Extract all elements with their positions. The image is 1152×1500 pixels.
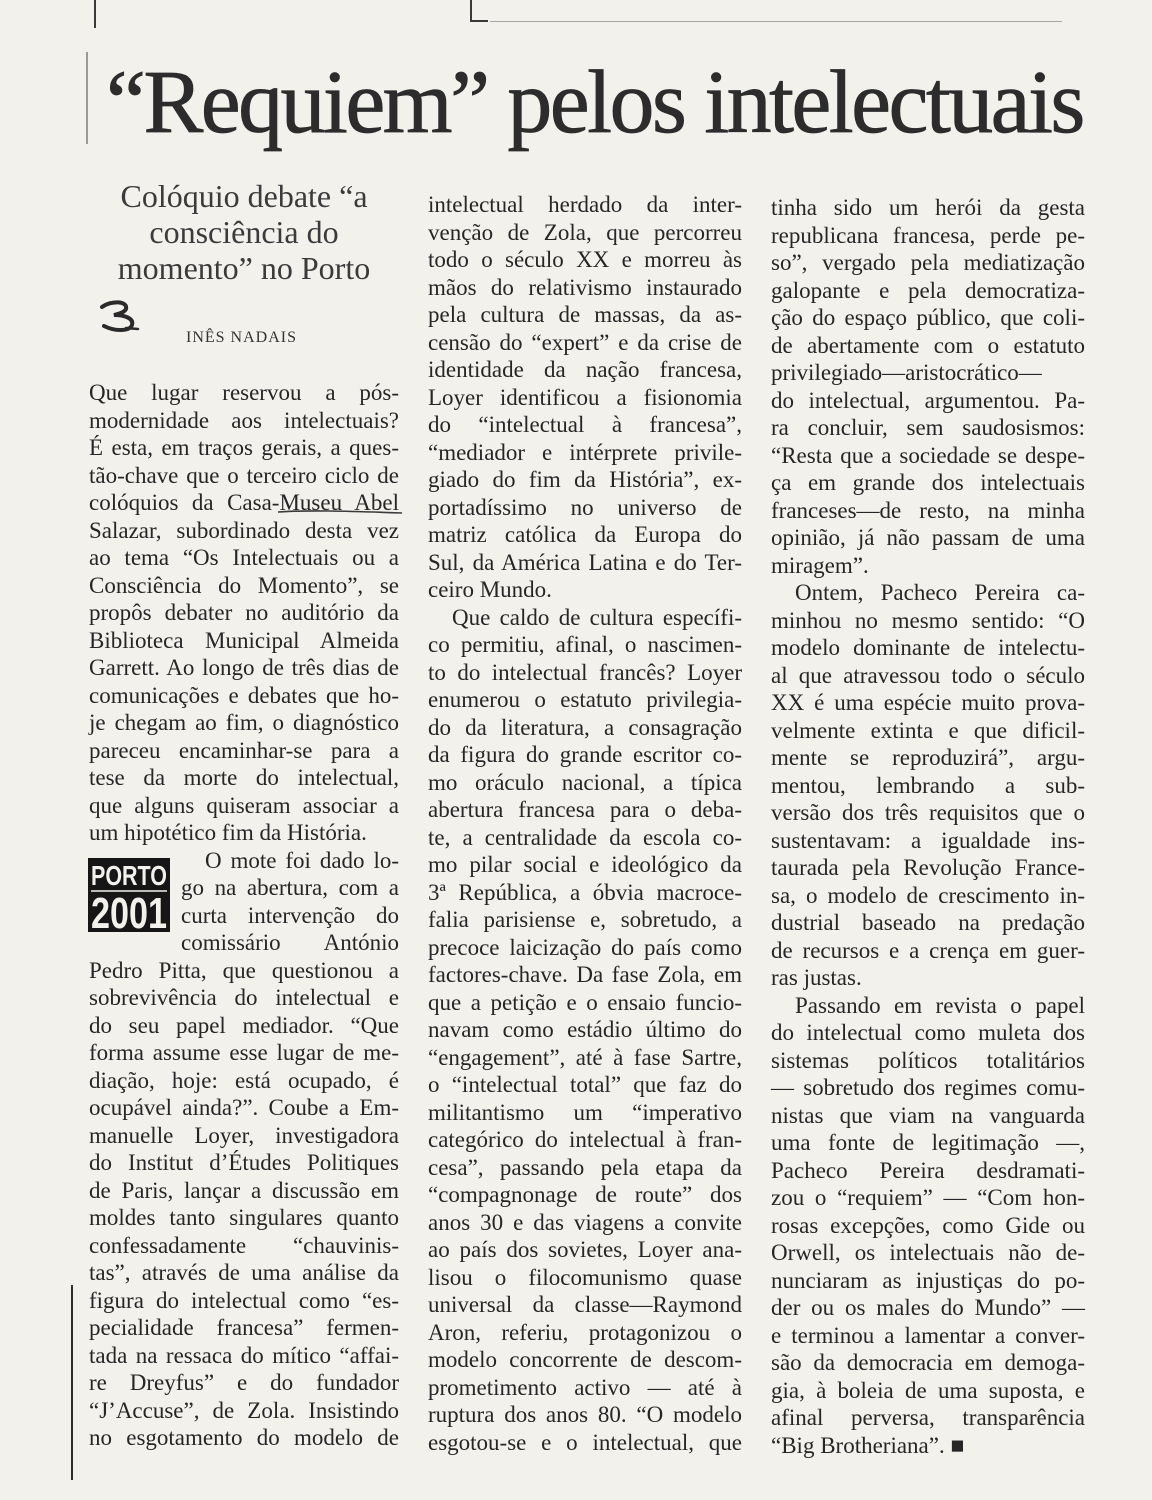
body-line: Biblioteca Municipal Almeida: [89, 627, 399, 653]
body-line: da figura do grande escritor co-: [428, 742, 742, 767]
body-line: pareceu encaminhar-se para a: [89, 737, 399, 763]
paragraph: [428, 191, 742, 604]
scan-top-rule: [490, 21, 1062, 22]
body-line: ao tema “Os Intelectuais ou a: [89, 545, 399, 570]
body-line: go na abertura, com a: [181, 875, 399, 900]
scan-edge-tick: [470, 0, 472, 22]
body-line: de recursos e a crença em guer-: [771, 937, 1085, 963]
body-line: Orwell, os intelectuais não de-: [771, 1240, 1085, 1265]
body-line: do “intelectual à francesa”,: [428, 412, 742, 437]
subheadline-line: Colóquio debate “a: [120, 178, 368, 214]
body-line: cesa”, passando pela etapa da: [428, 1154, 742, 1180]
body-line: curta intervenção do: [181, 902, 399, 928]
body-line: comunicações e debates que ho-: [89, 682, 399, 708]
body-line: Pacheco Pereira desdramati-: [771, 1157, 1085, 1183]
body-line: de Paris, lançar a discussão em: [89, 1177, 399, 1203]
body-line: minhou no mesmo sentido: “O: [771, 607, 1085, 633]
body-line: ção do espaço público, que coli-: [771, 305, 1085, 330]
body-line: do intelectual como muleta dos: [771, 1020, 1085, 1045]
article-column-middle: [428, 191, 742, 1456]
body-line: no esgotamento do modelo de: [89, 1425, 399, 1450]
body-line: so”, vergado pela mediatização: [771, 250, 1085, 275]
body-line: Ontem, Pacheco Pereira ca-: [795, 580, 1085, 605]
body-line: uma fonte de legitimação —,: [771, 1130, 1085, 1155]
body-line: giado do fim da História”, ex-: [428, 467, 742, 492]
body-line: sistemas políticos totalitários: [771, 1047, 1085, 1073]
body-line: navam como estádio último do: [428, 1017, 742, 1042]
scan-edge-tick: [94, 0, 96, 28]
body-line: do da literatura, a consagração: [428, 714, 742, 740]
body-line: esgotou-se e o intelectual, que: [428, 1429, 742, 1455]
headline-left-rule: [86, 52, 88, 144]
body-line: ocupável ainda?”. Coube a Em-: [89, 1095, 399, 1120]
body-line: que alguns quiseram associar a: [89, 792, 399, 818]
subheadline-line: momento” no Porto: [117, 250, 371, 286]
body-line: ça em grande dos intelectuais: [771, 470, 1085, 495]
body-line: moldes tanto singulares quanto: [89, 1205, 399, 1230]
body-line: diação, hoje: está ocupado, é: [89, 1067, 399, 1093]
body-line: O mote foi dado lo-: [205, 847, 399, 873]
body-line: republicana francesa, perde pe-: [771, 222, 1085, 248]
body-line: dustrial baseado na predação: [771, 910, 1085, 935]
body-line: nistas que viam na vanguarda: [771, 1102, 1085, 1128]
paragraph: [771, 579, 1085, 992]
body-line: sa, o modelo de crescimento in-: [771, 882, 1085, 908]
body-line: mo pilar social e ideológico da: [428, 852, 742, 877]
body-line: al que atravessou todo o século: [771, 662, 1085, 688]
body-line: Garrett. Ao longo de três dias de: [89, 655, 399, 680]
body-line: Sul, da América Latina e do Ter-: [428, 549, 742, 575]
body-line: der ou os males do Mundo” —: [771, 1295, 1085, 1320]
body-line: opinião, já não passam de uma: [771, 525, 1085, 550]
body-line: nunciaram as injustiças do po-: [771, 1267, 1085, 1293]
body-line: — sobretudo dos regimes comu-: [771, 1075, 1085, 1100]
body-line: são da democracia em demoga-: [771, 1350, 1085, 1375]
body-line: Que lugar reservou a pós-: [89, 380, 399, 405]
body-line: “Big Brotheriana”. ■: [771, 1432, 965, 1458]
body-line: Pedro Pitta, que questionou a: [89, 957, 399, 983]
body-line: de abertamente com o estatuto: [771, 332, 1085, 358]
body-line: ruptura dos anos 80. “O modelo: [428, 1402, 742, 1427]
body-line: do seu papel mediador. “Que: [89, 1012, 399, 1038]
body-line: te, a centralidade da escola co-: [428, 824, 742, 850]
body-line: franceses—de resto, na minha: [771, 497, 1085, 523]
body-line: “J’Accuse”, de Zola. Insistindo: [89, 1397, 399, 1423]
body-line: Loyer identificou a fisionomia: [428, 384, 742, 410]
article-headline: “Requiem” pelos intelectuais: [106, 53, 1083, 152]
body-line: mentou, lembrando a sub-: [771, 772, 1085, 798]
body-line: co permitiu, afinal, o nascimen-: [428, 632, 742, 657]
body-line: ra concluir, sem saudosismos:: [771, 415, 1085, 440]
body-line: galopante e pela democratiza-: [771, 277, 1085, 303]
body-line: sustentavam: a igualdade ins-: [771, 827, 1085, 853]
body-line: pela cultura de massas, da as-: [428, 302, 742, 327]
paragraph: [89, 379, 399, 847]
body-line: portadíssimo no universo de: [428, 494, 742, 520]
body-line: modelo dominante de intelectu-: [771, 635, 1085, 660]
body-line: falia parisiense e, sobretudo, a: [428, 907, 742, 932]
body-line: “mediador e intérprete privile-: [428, 439, 742, 465]
body-line: matriz católica da Europa do: [428, 522, 742, 547]
body-line: censão do “expert” e da crise de: [428, 329, 742, 355]
body-line: enumerou o estatuto privilegia-: [428, 687, 742, 712]
paragraph: [771, 194, 1085, 579]
body-line: mãos do relativismo instaurado: [428, 274, 742, 300]
body-line: venção de Zola, que percorreu: [428, 219, 742, 245]
body-line: confessadamente “chauvinis-: [89, 1232, 399, 1258]
body-line: precoce laicização do país como: [428, 934, 742, 960]
body-line: XX é uma espécie muito prova-: [771, 690, 1085, 715]
logo-word: PORTO: [91, 860, 167, 891]
body-line: anos 30 e das viagens a convite: [428, 1209, 742, 1235]
body-line: modernidade aos intelectuais?: [89, 407, 399, 433]
body-line: factores-chave. Da fase Zola, em: [428, 962, 742, 987]
body-line: identidade da nação francesa,: [428, 357, 742, 382]
paragraph: [89, 847, 399, 1452]
body-line: modelo concorrente de descom-: [428, 1347, 742, 1372]
body-line: universal da classe—Raymond: [428, 1292, 742, 1317]
body-line: versão dos três requisitos que o: [771, 800, 1085, 825]
body-line: rosas excepções, como Gide ou: [771, 1212, 1085, 1238]
body-line: propôs debater no auditório da: [89, 600, 399, 625]
body-line: comissário António: [181, 930, 399, 955]
body-line: tão-chave que o terceiro ciclo de: [89, 462, 399, 488]
body-line: o “intelectual total” que faz do: [428, 1072, 742, 1097]
body-line: je chegam ao fim, o diagnóstico: [89, 710, 399, 735]
article-column-right: [771, 194, 1085, 1459]
body-line: um hipotético fim da História.: [89, 820, 367, 845]
article-column-left: [89, 379, 399, 1452]
body-line: 3ª República, a óbvia macroce-: [428, 879, 742, 905]
body-line: to do intelectual francês? Loyer: [428, 659, 742, 685]
body-line: militantismo um “imperativo: [428, 1099, 742, 1125]
body-line: prometimento activo — até à: [428, 1374, 742, 1400]
article-subheadline: [89, 178, 399, 286]
body-line: ao país dos sovietes, Loyer ana-: [428, 1237, 742, 1262]
body-line: Salazar, subordinado desta vez: [89, 517, 399, 543]
body-line: todo o século XX e morreu às: [428, 247, 742, 272]
body-line: “Resta que a sociedade se despe-: [771, 442, 1085, 468]
body-line: e terminou a lamentar a conver-: [771, 1322, 1085, 1348]
body-line: figura do intelectual como “es-: [89, 1287, 399, 1313]
author-byline: INÊS NADAIS: [186, 329, 297, 346]
body-line: afinal perversa, transparência: [771, 1405, 1085, 1430]
body-line: privilegiado—aristocrático—: [771, 360, 1042, 385]
body-line: Consciência do Momento”, se: [89, 572, 399, 598]
body-line: taurada pela Revolução France-: [771, 855, 1085, 880]
body-line: tinha sido um herói da gesta: [771, 195, 1085, 220]
body-line: mo oráculo nacional, a típica: [428, 769, 742, 795]
body-line: abertura francesa para o deba-: [428, 797, 742, 822]
body-line: re Dreyfus” e do fundador: [89, 1370, 399, 1395]
body-line: tada na ressaca do mítico “affai-: [89, 1342, 399, 1368]
squiggle-mark-icon: [96, 298, 144, 338]
body-line: ceiro Mundo.: [428, 577, 552, 602]
body-line: tese da morte do intelectual,: [89, 765, 399, 790]
body-line: gia, à boleia de uma suposta, e: [771, 1377, 1085, 1403]
logo-year: 2001: [91, 889, 167, 938]
body-line: do intelectual, argumentou. Pa-: [771, 387, 1085, 413]
body-line: pecialidade francesa” fermen-: [89, 1315, 399, 1340]
body-line: “compagnonage de route” dos: [428, 1182, 742, 1207]
body-line: lisou o filocomunismo quase: [428, 1264, 742, 1290]
body-line: tas”, através de uma análise da: [89, 1260, 399, 1285]
paragraph: [428, 604, 742, 1457]
body-line: sobrevivência do intelectual e: [89, 985, 399, 1010]
body-line: zou o “requiem” — “Com hon-: [771, 1185, 1085, 1210]
body-line: miragem”.: [771, 552, 869, 578]
body-line: É esta, em traços gerais, a ques-: [89, 435, 399, 460]
subheadline-line: consciência do: [149, 214, 339, 250]
body-line: ras justas.: [771, 965, 862, 990]
body-line: categórico do intelectual à fran-: [428, 1127, 742, 1152]
body-line: mente se reproduzirá”, argu-: [771, 745, 1085, 770]
body-line: do Institut d’Études Politiques: [89, 1150, 399, 1175]
body-line: forma assume esse lugar de me-: [89, 1040, 399, 1065]
scan-left-edge-rule: [71, 1285, 73, 1480]
paragraph: [771, 992, 1085, 1460]
body-line: velmente extinta e que dificil-: [771, 717, 1085, 743]
body-line: Aron, referiu, protagonizou o: [428, 1319, 742, 1345]
body-line: intelectual herdado da inter-: [428, 192, 742, 217]
body-line: Passando em revista o papel: [795, 992, 1085, 1018]
body-line: colóquios da Casa-Museu Abel: [89, 490, 399, 515]
scan-edge-tick: [470, 20, 488, 22]
body-line: Que caldo de cultura específi-: [452, 604, 742, 630]
body-line: manuelle Loyer, investigadora: [89, 1122, 399, 1148]
body-line: “engagement”, até à fase Sartre,: [428, 1044, 742, 1070]
body-line: que a petição e o ensaio funcio-: [428, 989, 742, 1015]
